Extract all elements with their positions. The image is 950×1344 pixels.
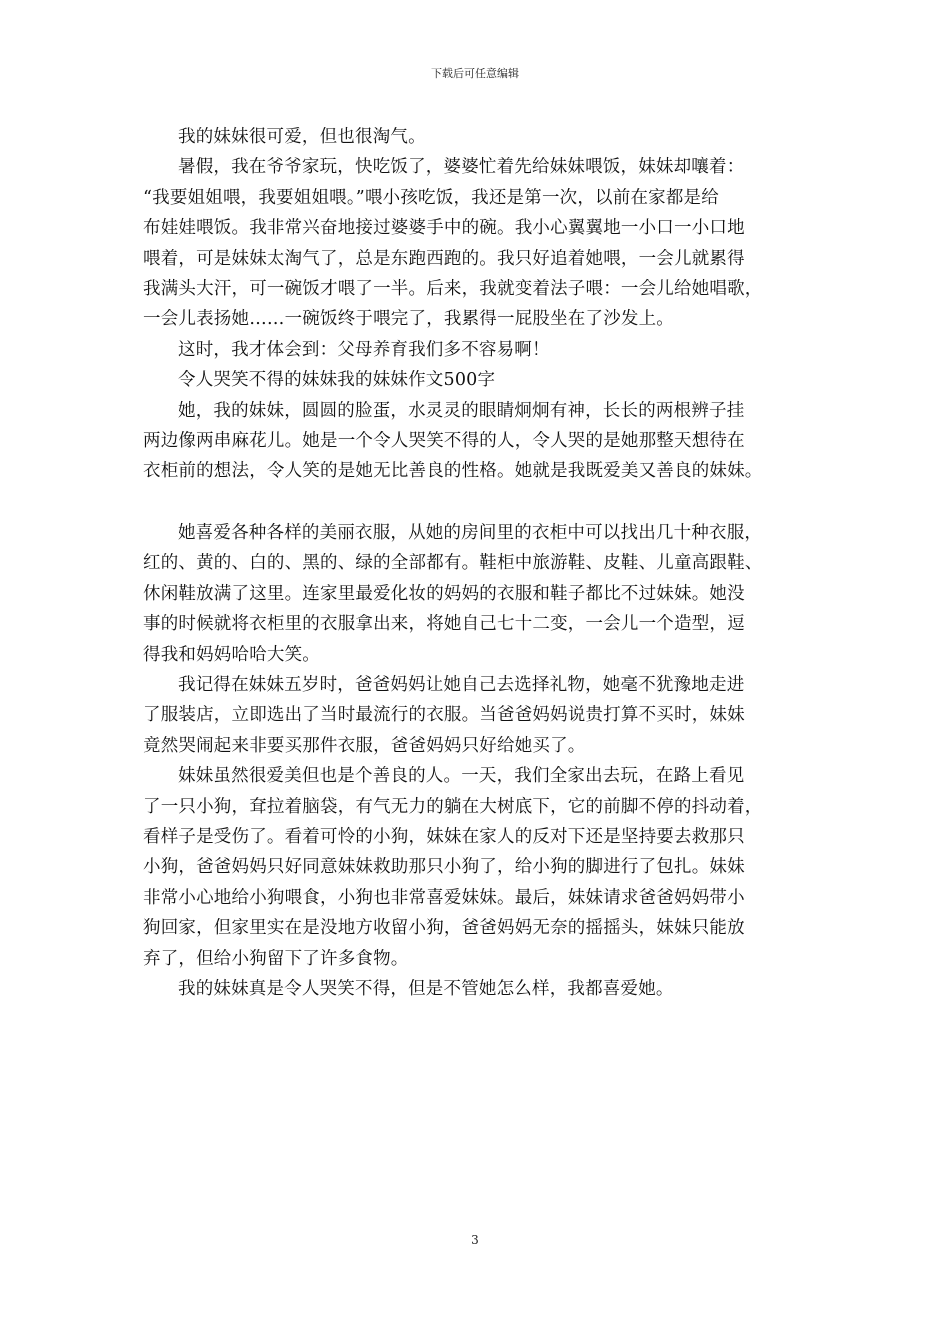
text-line: 小狗，爸爸妈妈只好同意妹妹救助那只小狗了，给小狗的脚进行了包扎。妹妹 [143,857,745,878]
text-line: 我满头大汗，可一碗饭才喂了一半。后来，我就变着法子喂：一会儿给她唱歌， [143,279,763,300]
text-line: 弃了，但给小狗留下了许多食物。 [143,948,409,969]
text-line: 她，我的妹妹，圆圆的脸蛋，水灵灵的眼睛炯炯有神，长长的两根辨子挂 [178,400,745,421]
paragraph-6 [143,518,808,670]
paragraph-9 [143,974,808,1004]
paragraph-gap [143,487,808,518]
text-line: 事的时候就将衣柜里的衣服拿出来，将她自己七十二变，一会儿一个造型，逗 [143,614,745,635]
text-line: 了服装店，立即选出了当时最流行的衣服。当爸爸妈妈说贵打算不买时，妹妹 [143,705,745,726]
text-line: 两边像两串麻花儿。她是一个令人哭笑不得的人，令人哭的是她那整天想待在 [143,431,745,452]
text-line: 非常小心地给小狗喂食，小狗也非常喜爱妹妹。最后，妹妹请求爸爸妈妈带小 [143,887,745,908]
paragraph-8 [143,761,808,974]
text-line: 红的、黄的、白的、黑的、绿的全部都有。鞋柜中旅游鞋、皮鞋、儿童高跟鞋、 [143,553,763,574]
text-line: “我要姐姐喂，我要姐姐喂。”喂小孩吃饭，我还是第一次，以前在家都是给 [143,187,719,208]
text-line: 我记得在妹妹五岁时，爸爸妈妈让她自己去选择礼物，她毫不犹豫地走进 [178,674,745,695]
text-line: 一会儿表扬她……一碗饭终于喂完了，我累得一屁股坐在了沙发上。 [143,309,674,330]
paragraph-5 [143,396,808,487]
text-line: 得我和妈妈哈哈大笑。 [143,644,320,665]
text-line: 这时，我才体会到：父母养育我们多不容易啊！ [178,339,550,360]
paragraph-2 [143,152,808,334]
text-line: 令人哭笑不得的妹妹我的妹妹作文500字 [178,370,496,391]
page-header: 下载后可任意编辑 [431,67,519,80]
text-line: 布娃娃喂饭。我非常兴奋地接过婆婆手中的碗。我小心翼翼地一小口一小口地 [143,218,745,239]
text-line: 看样子是受伤了。看着可怜的小狗，妹妹在家人的反对下还是坚持要去救那只 [143,826,745,847]
text-line: 休闲鞋放满了这里。连家里最爱化妆的妈妈的衣服和鞋子都比不过妹妹。她没 [143,583,745,604]
article-title [143,365,808,395]
text-line: 竟然哭闹起来非要买那件衣服，爸爸妈妈只好给她买了。 [143,735,586,756]
paragraph-1 [143,122,808,152]
text-line: 我的妹妹很可爱，但也很淘气。 [178,127,426,147]
text-line: 了一只小狗，耷拉着脑袋，有气无力的躺在大树底下，它的前脚不停的抖动着， [143,796,763,817]
text-line: 我的妹妹真是令人哭笑不得，但是不管她怎么样，我都喜爱她。 [178,978,674,999]
paragraph-3 [143,335,808,365]
document-body [143,122,808,1004]
text-line: 暑假，我在爷爷家玩，快吃饭了，婆婆忙着先给妹妹喂饭，妹妹却嚷着： [178,157,745,178]
text-line: 她喜爱各种各样的美丽衣服，从她的房间里的衣柜中可以找出几十种衣服， [178,522,763,543]
text-line: 喂着，可是妹妹太淘气了，总是东跑西跑的。我只好追着她喂，一会儿就累得 [143,248,745,269]
text-line: 衣柜前的想法，令人笑的是她无比善良的性格。她就是我既爱美又善良的妹妹。 [143,461,763,482]
text-line: 狗回家，但家里实在是没地方收留小狗，爸爸妈妈无奈的摇摇头，妹妹只能放 [143,918,745,939]
paragraph-7 [143,670,808,761]
text-line: 妹妹虽然很爱美但也是个善良的人。一天，我们全家出去玩，在路上看见 [178,766,745,787]
page-number: 3 [471,1233,479,1247]
